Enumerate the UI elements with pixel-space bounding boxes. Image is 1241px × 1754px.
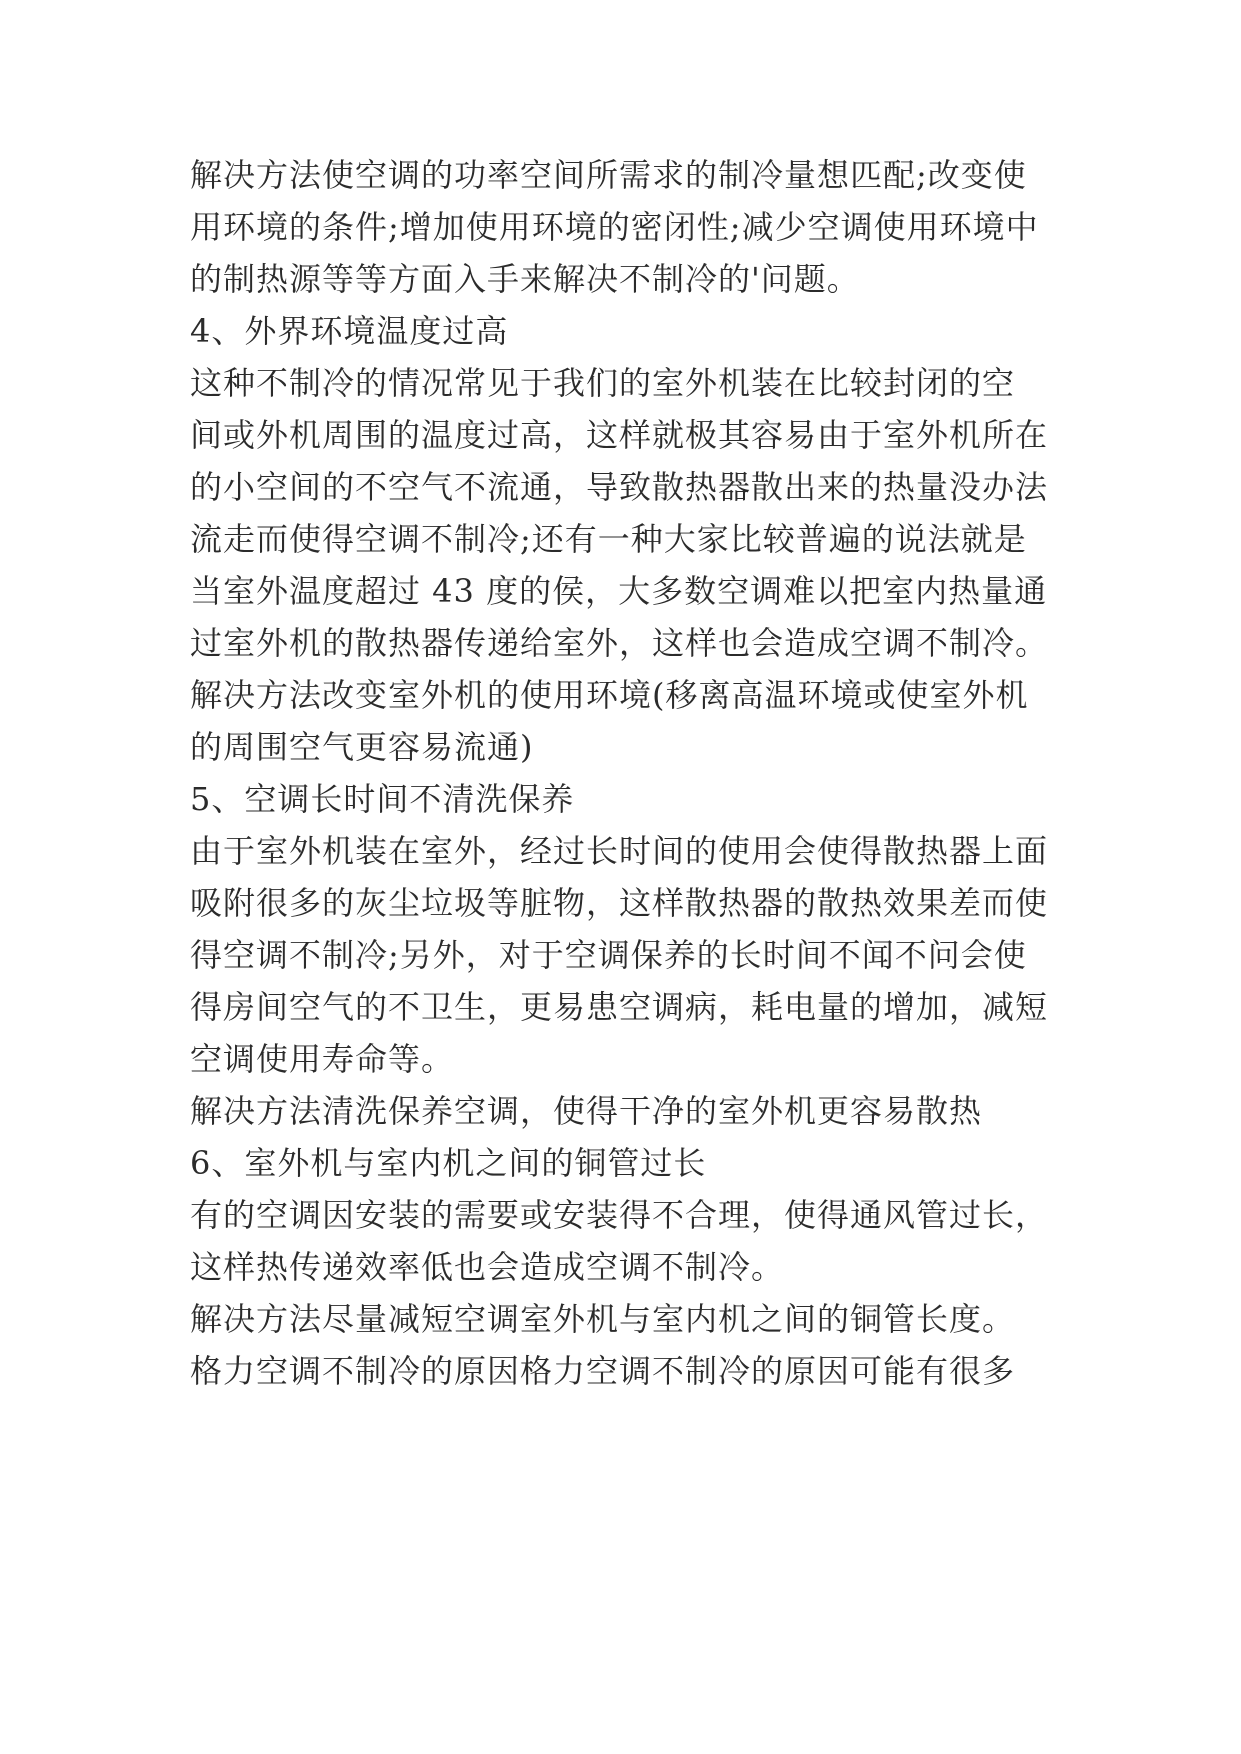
text-line: 解决方法清洗保养空调，使得干净的室外机更容易散热	[190, 1092, 983, 1130]
text-line: 用环境的条件;增加使用环境的密闭性;减少空调使用环境中	[190, 208, 1039, 246]
text-line: 解决方法改变室外机的使用环境(移离高温环境或使室外机	[190, 676, 1029, 714]
text-line: 空调使用寿命等。	[190, 1040, 455, 1078]
text-line: 解决方法使空调的功率空间所需求的制冷量想匹配;改变使	[190, 156, 1027, 194]
section-heading: 6、室外机与室内机之间的铜管过长	[190, 1144, 707, 1182]
text-line: 间或外机周围的温度过高，这样就极其容易由于室外机所在	[190, 416, 1049, 454]
text-line: 解决方法尽量减短空调室外机与室内机之间的铜管长度。	[190, 1300, 1016, 1338]
text-line: 流走而使得空调不制冷;还有一种大家比较普遍的说法就是	[190, 520, 1027, 558]
text-line: 这样热传递效率低也会造成空调不制冷。	[190, 1248, 785, 1286]
text-line: 的周围空气更容易流通)	[190, 728, 534, 766]
text-line: 的制热源等等方面入手来解决不制冷的'问题。	[190, 260, 860, 298]
text-line: 这种不制冷的情况常见于我们的室外机装在比较封闭的空	[190, 364, 1016, 402]
text-line: 得空调不制冷;另外，对于空调保养的长时间不闻不问会使	[190, 936, 1027, 974]
text-line: 过室外机的散热器传递给室外，这样也会造成空调不制冷。	[190, 624, 1049, 662]
text-line: 格力空调不制冷的原因格力空调不制冷的原因可能有很多	[190, 1352, 1016, 1390]
section-heading: 5、空调长时间不清洗保养	[190, 780, 575, 818]
text-line: 得房间空气的不卫生，更易患空调病，耗电量的增加，减短	[190, 988, 1049, 1026]
section-heading: 4、外界环境温度过高	[190, 312, 509, 350]
text-line: 有的空调因安装的需要或安装得不合理，使得通风管过长，	[190, 1196, 1049, 1234]
text-line: 的小空间的不空气不流通，导致散热器散出来的热量没办法	[190, 468, 1049, 506]
text-line: 由于室外机装在室外，经过长时间的使用会使得散热器上面	[190, 832, 1049, 870]
text-line: 吸附很多的灰尘垃圾等脏物，这样散热器的散热效果差而使	[190, 884, 1049, 922]
text-line: 当室外温度超过 43 度的侯，大多数空调难以把室内热量通	[190, 572, 1048, 610]
